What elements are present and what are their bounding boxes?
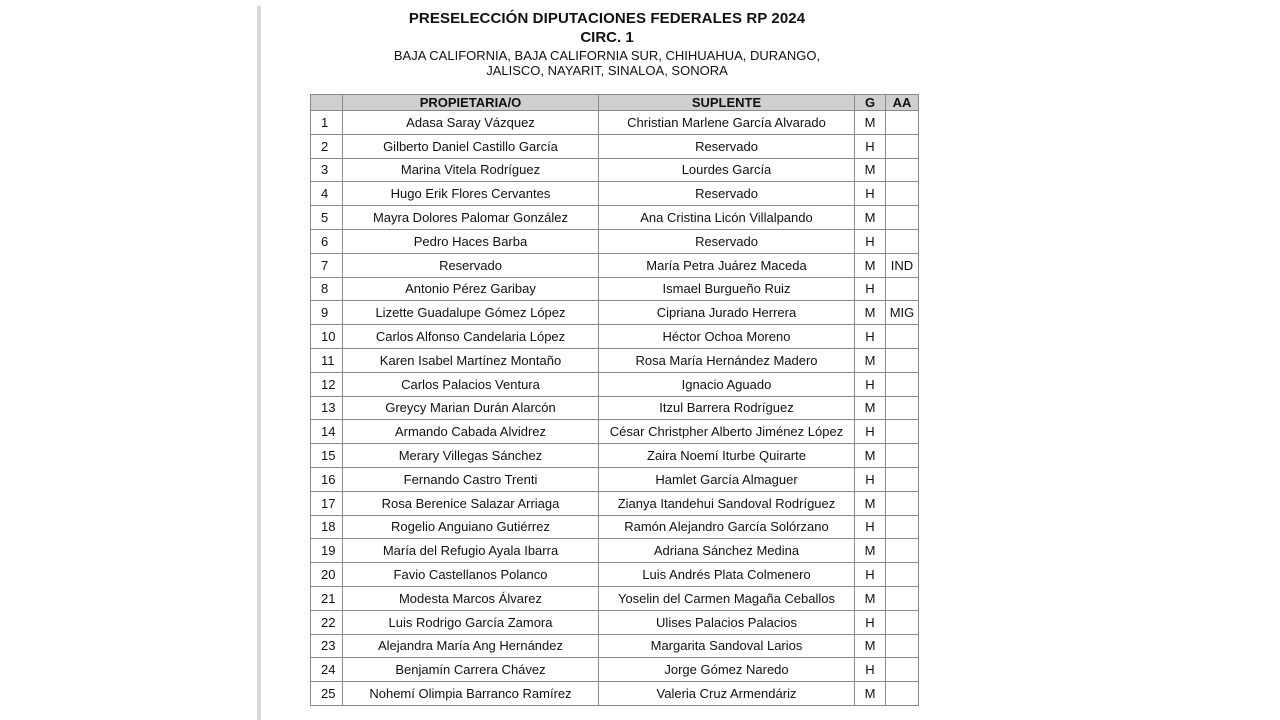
- substitute-name: Rosa María Hernández Madero: [599, 348, 855, 372]
- table-row: [311, 444, 919, 468]
- gender-code: H: [855, 658, 886, 682]
- gender-code: H: [855, 610, 886, 634]
- gender-code: M: [855, 206, 886, 230]
- row-number: 1: [311, 111, 343, 135]
- owner-name: Merary Villegas Sánchez: [343, 444, 599, 468]
- table-row: [311, 253, 919, 277]
- substitute-name: Ignacio Aguado: [599, 372, 855, 396]
- owner-name: Gilberto Daniel Castillo García: [343, 134, 599, 158]
- row-number: 15: [311, 444, 343, 468]
- aa-code: [886, 325, 919, 349]
- table-row: [311, 325, 919, 349]
- substitute-name: Ramón Alejandro García Solórzano: [599, 515, 855, 539]
- aa-code: [886, 206, 919, 230]
- table-header-row: [311, 95, 919, 111]
- gender-code: M: [855, 301, 886, 325]
- table-row: [311, 515, 919, 539]
- owner-name: Lizette Guadalupe Gómez López: [343, 301, 599, 325]
- substitute-name: María Petra Juárez Maceda: [599, 253, 855, 277]
- states-line-2: JALISCO, NAYARIT, SINALOA, SONORA: [486, 63, 728, 78]
- aa-code: [886, 444, 919, 468]
- owner-name: Carlos Palacios Ventura: [343, 372, 599, 396]
- aa-code: [886, 420, 919, 444]
- table-row: [311, 372, 919, 396]
- table-row: [311, 348, 919, 372]
- owner-name: Marina Vitela Rodríguez: [343, 158, 599, 182]
- aa-code: [886, 634, 919, 658]
- aa-code: [886, 134, 919, 158]
- gender-code: H: [855, 515, 886, 539]
- aa-code: [886, 372, 919, 396]
- substitute-name: Reservado: [599, 229, 855, 253]
- circumscription-label: CIRC. 1: [580, 29, 634, 46]
- row-number: 8: [311, 277, 343, 301]
- substitute-name: Ismael Burgueño Ruiz: [599, 277, 855, 301]
- table-body: [311, 111, 919, 706]
- row-number: 23: [311, 634, 343, 658]
- substitute-name: Luis Andrés Plata Colmenero: [599, 563, 855, 587]
- row-number: 20: [311, 563, 343, 587]
- gender-code: M: [855, 634, 886, 658]
- owner-name: María del Refugio Ayala Ibarra: [343, 539, 599, 563]
- substitute-name: Reservado: [599, 134, 855, 158]
- owner-name: Mayra Dolores Palomar González: [343, 206, 599, 230]
- owner-name: Adasa Saray Vázquez: [343, 111, 599, 135]
- gender-code: M: [855, 158, 886, 182]
- aa-code: [886, 491, 919, 515]
- substitute-name: Lourdes García: [599, 158, 855, 182]
- row-number: 13: [311, 396, 343, 420]
- gender-code: M: [855, 111, 886, 135]
- substitute-name: Ana Cristina Licón Villalpando: [599, 206, 855, 230]
- substitute-name: Christian Marlene García Alvarado: [599, 111, 855, 135]
- table-row: [311, 134, 919, 158]
- gender-code: M: [855, 586, 886, 610]
- owner-name: Luis Rodrigo García Zamora: [343, 610, 599, 634]
- gender-code: H: [855, 325, 886, 349]
- owner-name: Fernando Castro Trenti: [343, 467, 599, 491]
- substitute-name: Hamlet García Almaguer: [599, 467, 855, 491]
- states-line-1: BAJA CALIFORNIA, BAJA CALIFORNIA SUR, CHIHUAHUA, DURANGO,: [393, 48, 821, 63]
- gender-code: M: [855, 539, 886, 563]
- aa-code: [886, 658, 919, 682]
- table-row: [311, 586, 919, 610]
- aa-code: [886, 467, 919, 491]
- row-number: 3: [311, 158, 343, 182]
- row-number: 21: [311, 586, 343, 610]
- owner-name: Nohemí Olimpia Barranco Ramírez: [343, 682, 599, 706]
- table-row: [311, 277, 919, 301]
- substitute-name: Jorge Gómez Naredo: [599, 658, 855, 682]
- gender-code: M: [855, 444, 886, 468]
- table-row: [311, 420, 919, 444]
- table-row: [311, 182, 919, 206]
- owner-name: Benjamín Carrera Chávez: [343, 658, 599, 682]
- column-header-substitute: SUPLENTE: [599, 95, 855, 111]
- table-row: [311, 491, 919, 515]
- table-row: [311, 229, 919, 253]
- row-number: 18: [311, 515, 343, 539]
- row-number: 17: [311, 491, 343, 515]
- candidates-table: [310, 94, 919, 706]
- row-number: 25: [311, 682, 343, 706]
- aa-code: [886, 229, 919, 253]
- substitute-name: Yoselin del Carmen Magaña Ceballos: [599, 586, 855, 610]
- table-row: [311, 610, 919, 634]
- row-number: 6: [311, 229, 343, 253]
- table-row: [311, 206, 919, 230]
- row-number: 5: [311, 206, 343, 230]
- aa-code: [886, 348, 919, 372]
- aa-code: [886, 515, 919, 539]
- table-row: [311, 396, 919, 420]
- gender-code: M: [855, 396, 886, 420]
- gender-code: H: [855, 134, 886, 158]
- owner-name: Favio Castellanos Polanco: [343, 563, 599, 587]
- aa-code: [886, 182, 919, 206]
- column-header-number: [311, 95, 343, 111]
- gender-code: H: [855, 229, 886, 253]
- substitute-name: Margarita Sandoval Larios: [599, 634, 855, 658]
- gender-code: H: [855, 467, 886, 491]
- aa-code: [886, 682, 919, 706]
- table-row: [311, 301, 919, 325]
- aa-code: [886, 111, 919, 135]
- gender-code: M: [855, 491, 886, 515]
- row-number: 4: [311, 182, 343, 206]
- owner-name: Greycy Marian Durán Alarcón: [343, 396, 599, 420]
- row-number: 9: [311, 301, 343, 325]
- row-number: 11: [311, 348, 343, 372]
- substitute-name: César Christpher Alberto Jiménez López: [599, 420, 855, 444]
- row-number: 7: [311, 253, 343, 277]
- row-number: 19: [311, 539, 343, 563]
- gender-code: H: [855, 277, 886, 301]
- aa-code: MIG: [886, 301, 919, 325]
- aa-code: [886, 158, 919, 182]
- owner-name: Rogelio Anguiano Gutiérrez: [343, 515, 599, 539]
- table-row: [311, 467, 919, 491]
- row-number: 22: [311, 610, 343, 634]
- substitute-name: Reservado: [599, 182, 855, 206]
- aa-code: [886, 277, 919, 301]
- owner-name: Karen Isabel Martínez Montaño: [343, 348, 599, 372]
- owner-name: Antonio Pérez Garibay: [343, 277, 599, 301]
- owner-name: Carlos Alfonso Candelaria López: [343, 325, 599, 349]
- row-number: 24: [311, 658, 343, 682]
- aa-code: IND: [886, 253, 919, 277]
- page-edge-divider: [257, 6, 261, 720]
- aa-code: [886, 563, 919, 587]
- substitute-name: Valeria Cruz Armendáriz: [599, 682, 855, 706]
- column-header-gender: G: [855, 95, 886, 111]
- substitute-name: Itzul Barrera Rodríguez: [599, 396, 855, 420]
- substitute-name: Héctor Ochoa Moreno: [599, 325, 855, 349]
- aa-code: [886, 539, 919, 563]
- substitute-name: Zianya Itandehui Sandoval Rodríguez: [599, 491, 855, 515]
- gender-code: H: [855, 563, 886, 587]
- substitute-name: Zaira Noemí Iturbe Quirarte: [599, 444, 855, 468]
- table-row: [311, 682, 919, 706]
- owner-name: Hugo Erik Flores Cervantes: [343, 182, 599, 206]
- table-row: [311, 539, 919, 563]
- document-title: PRESELECCIÓN DIPUTACIONES FEDERALES RP 2024: [408, 10, 806, 27]
- aa-code: [886, 586, 919, 610]
- owner-name: Pedro Haces Barba: [343, 229, 599, 253]
- aa-code: [886, 610, 919, 634]
- table-row: [311, 563, 919, 587]
- gender-code: H: [855, 182, 886, 206]
- gender-code: H: [855, 420, 886, 444]
- substitute-name: Cipriana Jurado Herrera: [599, 301, 855, 325]
- gender-code: M: [855, 348, 886, 372]
- owner-name: Reservado: [343, 253, 599, 277]
- owner-name: Modesta Marcos Álvarez: [343, 586, 599, 610]
- table-row: [311, 158, 919, 182]
- row-number: 12: [311, 372, 343, 396]
- row-number: 14: [311, 420, 343, 444]
- row-number: 10: [311, 325, 343, 349]
- table-row: [311, 634, 919, 658]
- column-header-owner: PROPIETARIA/O: [343, 95, 599, 111]
- row-number: 2: [311, 134, 343, 158]
- owner-name: Rosa Berenice Salazar Arriaga: [343, 491, 599, 515]
- table-row: [311, 658, 919, 682]
- gender-code: M: [855, 253, 886, 277]
- column-header-aa: AA: [886, 95, 919, 111]
- substitute-name: Adriana Sánchez Medina: [599, 539, 855, 563]
- owner-name: Alejandra María Ang Hernández: [343, 634, 599, 658]
- table-row: [311, 111, 919, 135]
- owner-name: Armando Cabada Alvidrez: [343, 420, 599, 444]
- aa-code: [886, 396, 919, 420]
- substitute-name: Ulises Palacios Palacios: [599, 610, 855, 634]
- gender-code: M: [855, 682, 886, 706]
- row-number: 16: [311, 467, 343, 491]
- gender-code: H: [855, 372, 886, 396]
